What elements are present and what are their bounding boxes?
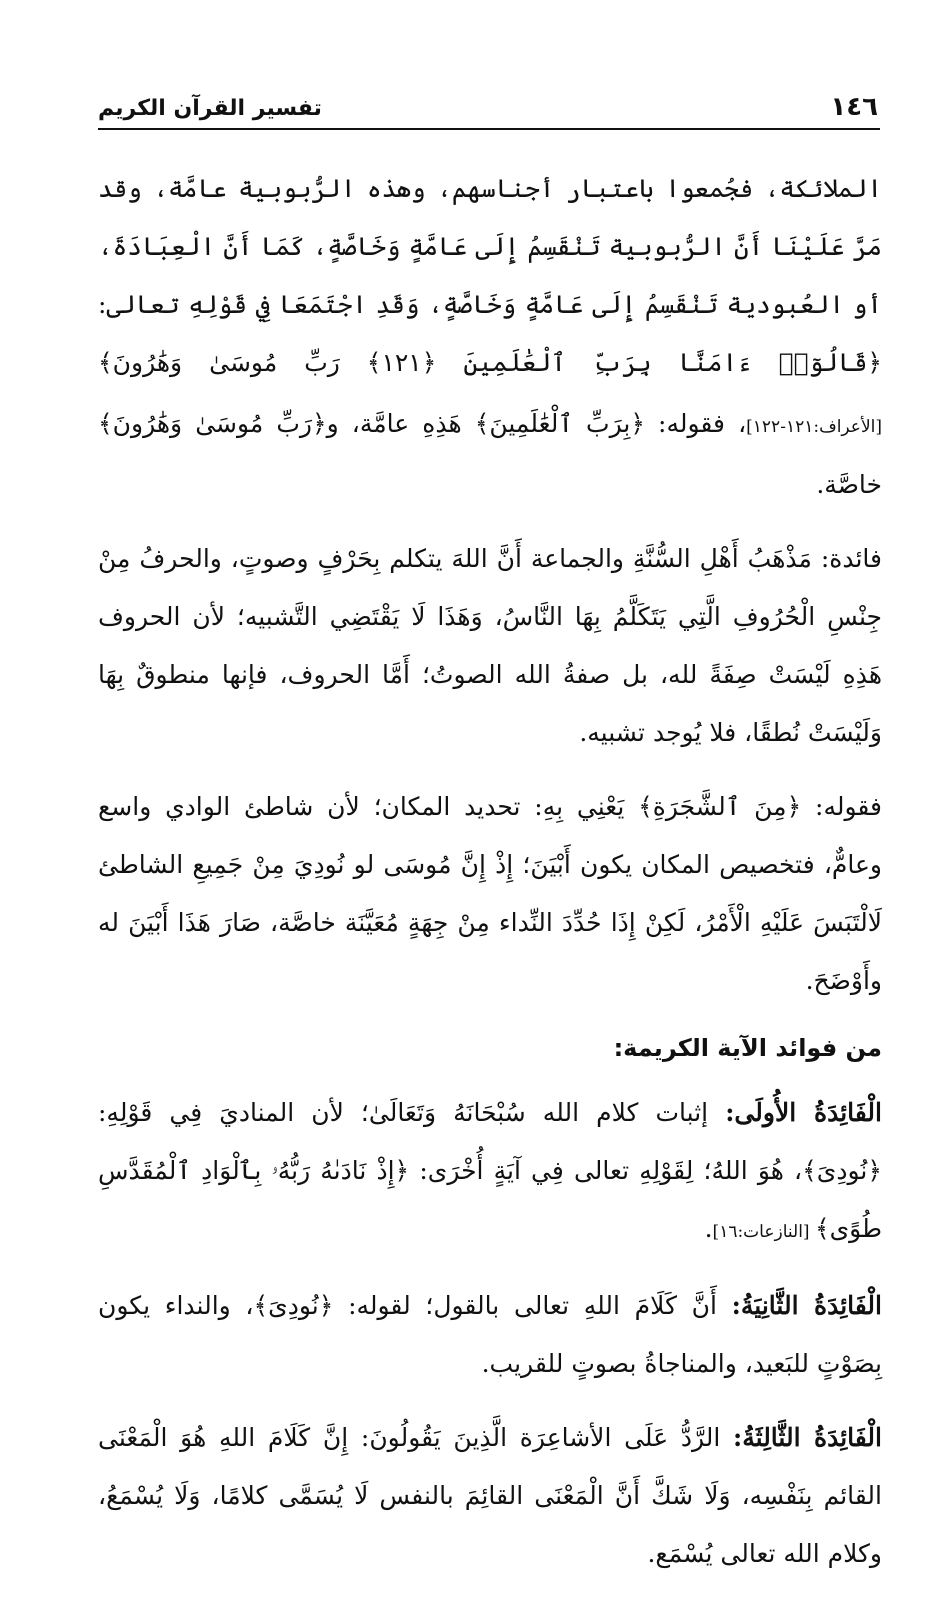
paragraph-text: الملائكة، فجُمعوا باعتبار أجناسهم، وهذه الرُّبوبية عامَّة، وقد مَرَّ عَلَيْنَا أَنَّ الرُّبوبية تَنْقَسِمُ إِلَى عَامَّةٍ وَخَاصَّةٍ، كَمَا أَنَّ الْعِبَادَةَ، أو العُبودية تَنْقَسِمُ إِلَى عَامَّةٍ وَخَاصَّةٍ، وَقَدِ اجْتَمَعَا فِي قَوْلِهِ تعالى: bbox=[98, 174, 882, 319]
benefit-item bbox=[98, 1277, 882, 1393]
paragraph-text: ، فقوله: ﴿بِرَبِّ ٱلْعَٰلَمِينَ﴾ هَذِهِ عامَّة، و﴿رَبِّ مُوسَىٰ وَهَٰرُونَ﴾ خاصَّة. bbox=[98, 409, 882, 499]
paragraph-text: فقوله: ﴿مِنَ ٱلشَّجَرَةِ﴾ يَعْنِي بِهِ: تحديد المكان؛ لأن شاطئ الوادي واسع وعامٌّ، فتخصيص المكان يكون أَبْيَنَ؛ إِذْ إِنَّ مُوسَى لو نُودِيَ مِنْ جَمِيعِ الشاطئ لَالْتَبَسَ عَلَيْهِ الْأَمْرُ، لَكِنْ إِذَا حُدِّدَ النِّداء مِنْ جِهَةٍ مُعَيَّنَة خاصَّة، صَارَ هَذَا أَبْيَنَ له وأَوْضَحَ. bbox=[98, 792, 882, 995]
benefit-text: أَنَّ كَلَامَ اللهِ تعالى بالقول؛ لقوله: ﴿نُودِىَ﴾، والنداء يكون بِصَوْتٍ للبَعيد، والمناجاةُ بصوتٍ للقريب. bbox=[98, 1291, 882, 1378]
benefit-label: الْفَائِدَةُ الثَّالِثَةُ: bbox=[733, 1423, 882, 1452]
page-number: ١٤٦ bbox=[830, 92, 878, 122]
benefit-item bbox=[98, 1084, 882, 1261]
paragraph bbox=[98, 530, 882, 762]
section-heading: من فوائد الآية الكريمة: bbox=[613, 1034, 882, 1062]
benefit-label: الْفَائِدَةُ الأُولَى: bbox=[725, 1098, 882, 1127]
benefit-text: . bbox=[704, 1214, 713, 1243]
paragraph-text: فائدة: مَذْهَبُ أَهْلِ السُّنَّةِ والجماعة أَنَّ اللهَ يتكلم بِحَرْفٍ وصوتٍ، والحرفُ مِنْ جِنْسِ الْحُرُوفِ الَّتِي يَتَكَلَّمُ بِهَا النَّاسُ، وَهَذَا لَا يَقْتَضِي التَّشبيه؛ لأن الحروف هَذِهِ لَيْسَتْ صِفَةً لله، بل صفةُ الله الصوتُ؛ أَمَّا الحروف، فإنها منطوقٌ بِهَا وَلَيْسَتْ نُطقًا، فلا يُوجد تشبيه. bbox=[98, 544, 882, 747]
benefit-text: الرَّدُّ عَلَى الأشاعِرَة الَّذِينَ يَقُولُونَ: إِنَّ كَلَامَ اللهِ هُوَ الْمَعْنَى القائم بِنَفْسِه، وَلَا شَكَّ أَنَّ الْمَعْنَى القائِمَ بالنفس لَا يُسَمَّى كلامًا، وَلَا يُسْمَعُ، وكلام الله تعالى يُسْمَع. bbox=[98, 1423, 882, 1568]
quran-verse: ﴿قَالُوٓا۟ ءَامَنَّا بِرَبِّ ٱلْعَٰلَمِينَ ﴿١٢١﴾ رَبِّ مُوسَىٰ وَهَٰرُونَ﴾ bbox=[98, 348, 882, 377]
benefit-text: إثبات كلام الله سُبْحَانَهُ وَتَعَالَىٰ؛ لأن المناديَ فِي قَوْلِهِ: ﴿نُودِىَ﴾، هُوَ اللهُ؛ لِقَوْلِهِ تعالى فِي آيَةٍ أُخْرَى: ﴿إِذْ نَادَىٰهُ رَبُّهُۥ بِٱلْوَادِ ٱلْمُقَدَّسِ طُوًى﴾ bbox=[98, 1098, 882, 1243]
paragraph bbox=[98, 160, 882, 514]
page-body bbox=[98, 160, 882, 1599]
verse-reference: [النازعات:١٦] bbox=[712, 1222, 815, 1242]
header-rule bbox=[98, 128, 880, 130]
verse-reference: [الأعراف:١٢١-١٢٢] bbox=[746, 417, 882, 437]
paragraph bbox=[98, 778, 882, 1010]
benefit-item bbox=[98, 1409, 882, 1583]
page-header bbox=[98, 92, 878, 126]
benefit-label: الْفَائِدَةُ الثَّانِيَةُ: bbox=[731, 1291, 882, 1320]
book-title: تفسير القرآن الكريم bbox=[98, 96, 322, 121]
